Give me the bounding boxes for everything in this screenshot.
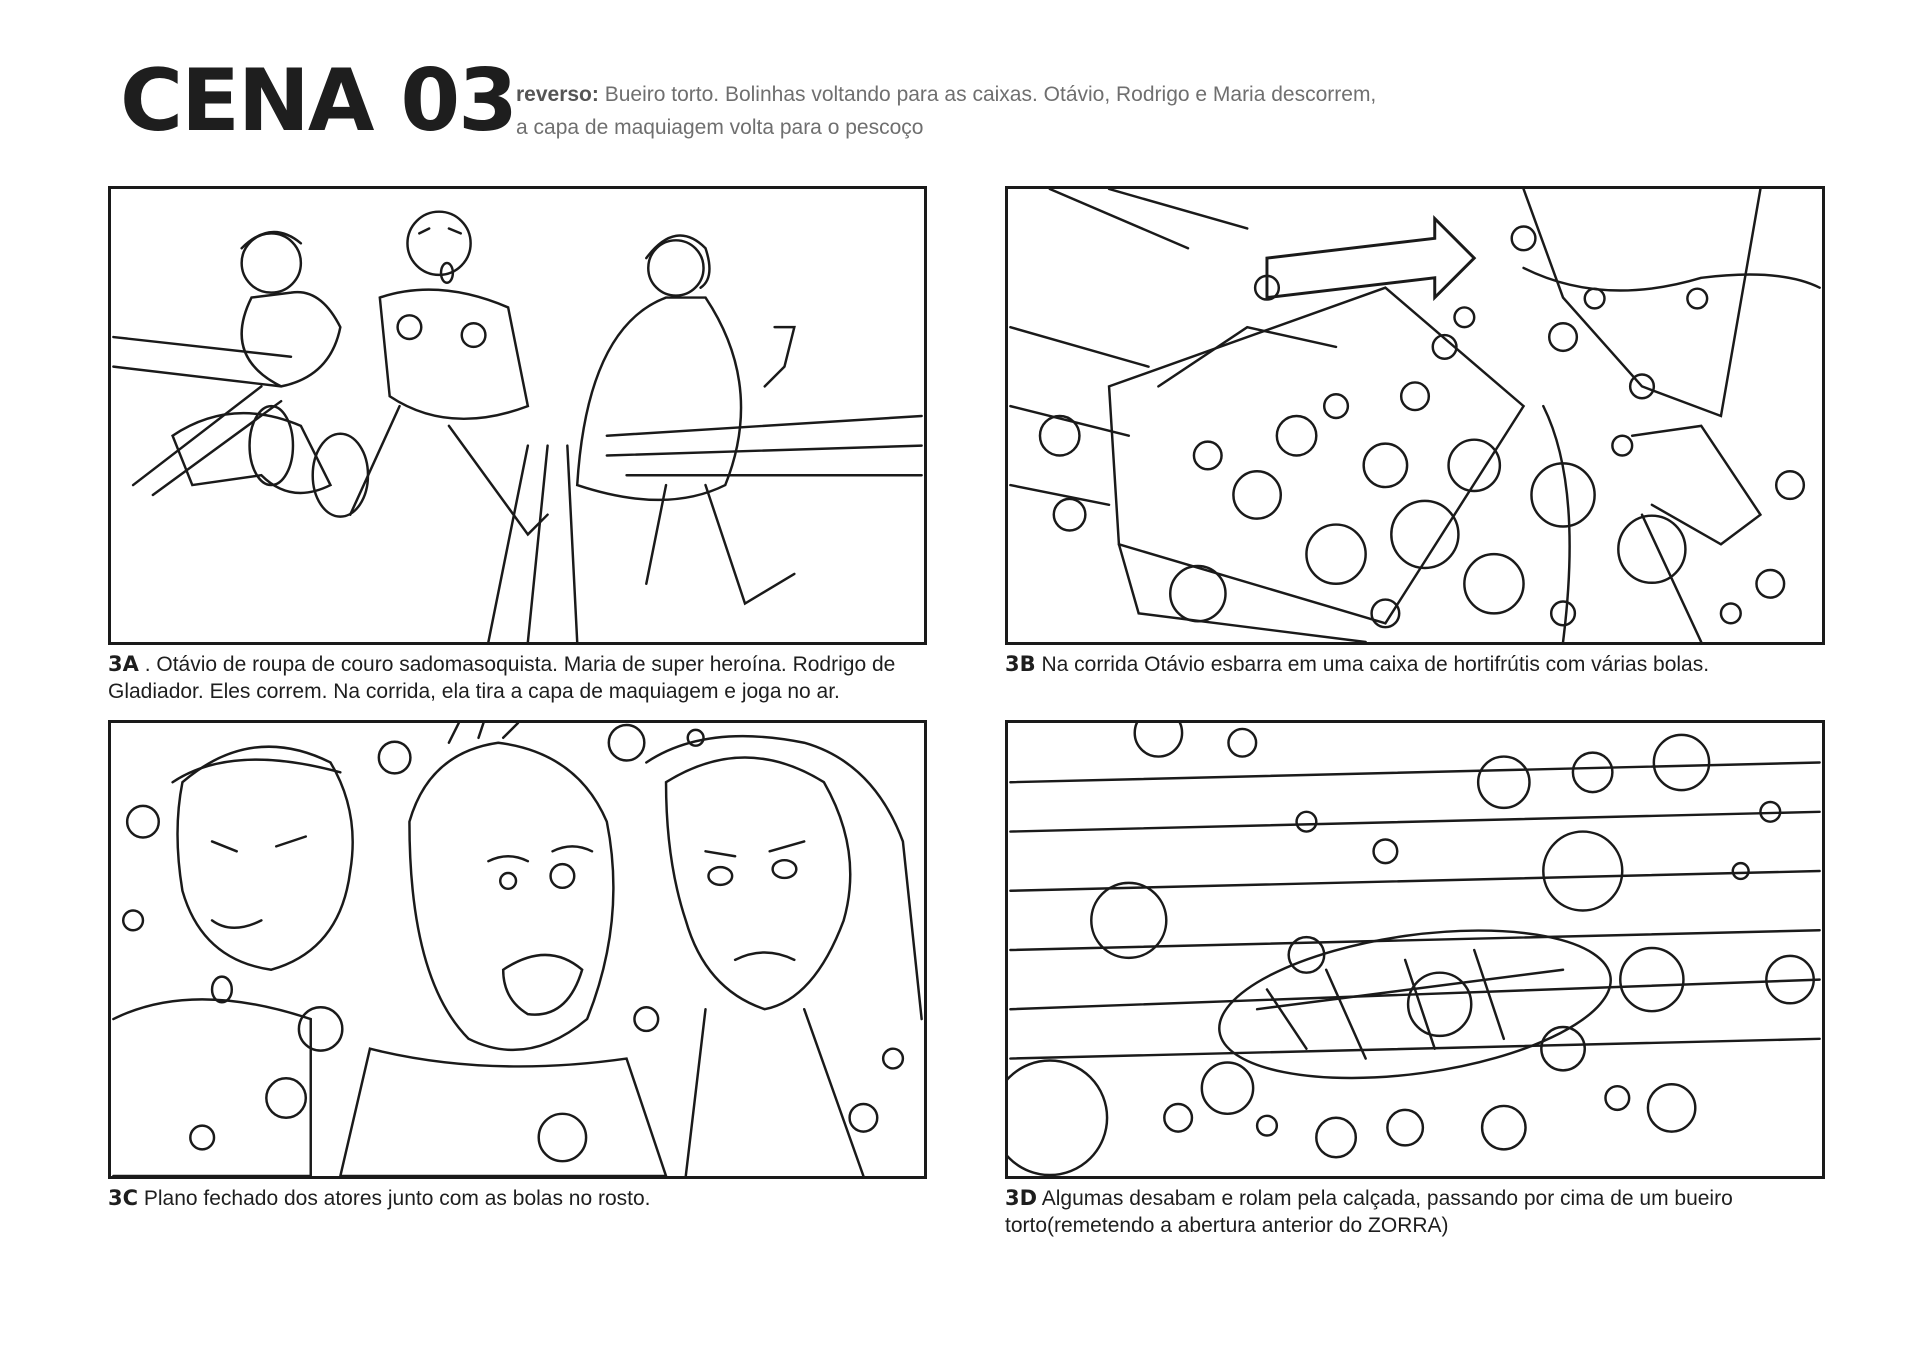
sketch-running-characters [111,189,924,642]
panel-tag-3b: 3B [1005,652,1036,676]
sketch-box-of-balls [1008,189,1822,642]
panel-tag-3a: 3A [108,652,139,676]
sketch-balls-over-manhole [1008,723,1822,1176]
storyboard-panel-3c [108,720,927,1179]
scene-title: CENA 03 [120,51,517,151]
scene-description-line1: Bueiro torto. Bolinhas voltando para as caixas. Otávio, Rodrigo e Maria descorrem, [598,83,1377,106]
storyboard-panel-3b [1005,186,1825,645]
sketch-faces-closeup [111,723,924,1176]
panel-caption-3a [108,651,938,705]
panel-text-3a: . Otávio de roupa de couro sadomasoquista. Maria de super heroína. Rodrigo de Gladiador. Eles correm. Na corrida, ela tira a capa de maquiagem e joga no ar. [108,653,896,703]
panel-text-3c: Plano fechado dos atores junto com as bolas no rosto. [138,1187,651,1210]
panel-tag-3c: 3C [108,1186,139,1210]
scene-description [516,78,1456,144]
panel-caption-3c [108,1185,938,1212]
scene-description-line2: a capa de maquiagem volta para o pescoço [516,116,924,139]
storyboard-panel-3d [1005,720,1825,1179]
panel-text-3b: Na corrida Otávio esbarra em uma caixa de hortifrútis com várias bolas. [1035,653,1710,676]
panel-caption-3b [1005,651,1835,678]
storyboard-panel-3a [108,186,927,645]
panel-text-3d: Algumas desabam e rolam pela calçada, passando por cima de um bueiro torto(remetendo a abertura anterior do ZORRA) [1005,1187,1733,1237]
scene-description-label: reverso: [516,83,599,106]
panel-tag-3d: 3D [1005,1186,1038,1210]
panel-caption-3d [1005,1185,1835,1239]
